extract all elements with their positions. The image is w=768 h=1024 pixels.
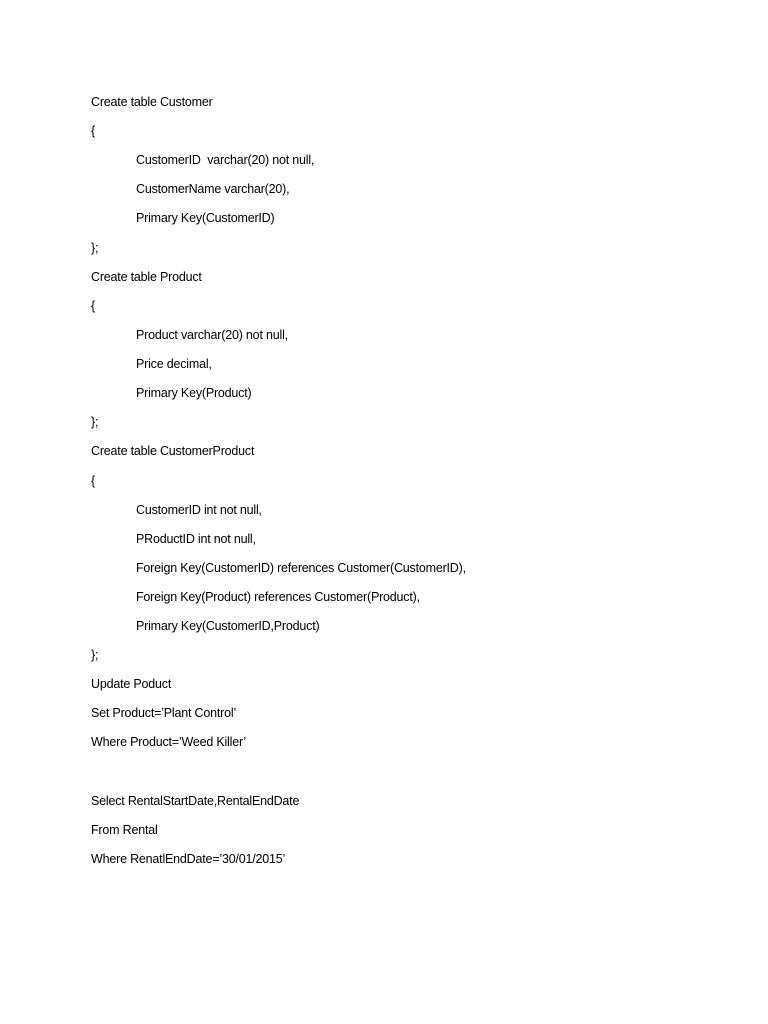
sql-line-foreign-key-product: Foreign Key(Product) references Customer(Product), [136,590,420,604]
sql-line-close-brace: }; [91,415,99,429]
sql-line-where-date: Where RenatlEndDate=’30/01/2015’ [91,852,286,866]
sql-line-foreign-key-customer: Foreign Key(CustomerID) references Customer(CustomerID), [136,561,466,575]
sql-line-primary-key: Primary Key(Product) [136,386,252,400]
sql-line-select: Select RentalStartDate,RentalEndDate [91,794,300,808]
sql-line-create-customerproduct: Create table CustomerProduct [91,444,255,458]
sql-line-product: Product varchar(20) not null, [136,328,288,342]
sql-line-create-customer: Create table Customer [91,95,213,109]
sql-line-set: Set Product=’Plant Control’ [91,706,237,720]
sql-line-customerid-int: CustomerID int not null, [136,503,262,517]
sql-line-where-product: Where Product=’Weed Killer’ [91,735,246,749]
sql-line-open-brace: { [91,474,95,488]
sql-line-productid-int: PRoductID int not null, [136,532,256,546]
sql-line-from: From Rental [91,823,158,837]
sql-line-create-product: Create table Product [91,270,202,284]
sql-line-price: Price decimal, [136,357,212,371]
sql-line-customername: CustomerName varchar(20), [136,182,290,196]
sql-line-update: Update Poduct [91,677,172,691]
sql-line-customerid: CustomerID varchar(20) not null, [136,153,315,167]
sql-line-primary-key: Primary Key(CustomerID) [136,211,275,225]
sql-line-open-brace: { [91,299,95,313]
sql-line-close-brace: }; [91,648,99,662]
sql-line-primary-key: Primary Key(CustomerID,Product) [136,619,320,633]
sql-line-close-brace: }; [91,241,99,255]
sql-line-open-brace: { [91,124,95,138]
